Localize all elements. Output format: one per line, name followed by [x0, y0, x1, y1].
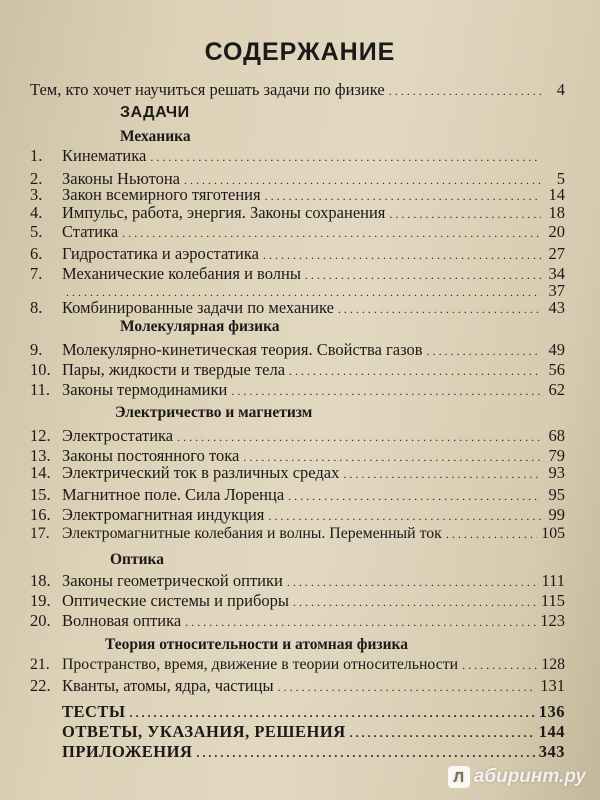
toc-page-number: 123 — [540, 611, 565, 630]
toc-backmatter-item — [62, 742, 565, 764]
toc-page-number: 111 — [541, 571, 565, 590]
section-heading: Механика — [120, 128, 191, 145]
toc-item-number: 2. — [30, 169, 43, 188]
toc-item — [30, 222, 565, 244]
toc-page-number: 128 — [541, 656, 565, 673]
dot-leader — [196, 742, 534, 762]
toc-label: Магнитное поле. Сила Лоренца — [62, 485, 285, 504]
toc-label: Законы термодинамики — [62, 380, 228, 399]
dot-leader — [265, 185, 541, 205]
toc-item-number: 20. — [30, 611, 51, 630]
toc-item — [30, 505, 565, 527]
toc-label: ПРИЛОЖЕНИЯ — [62, 742, 193, 761]
toc-label: ТЕСТЫ — [62, 702, 126, 721]
toc-item — [30, 611, 565, 633]
dot-leader — [278, 676, 537, 696]
toc-item — [30, 463, 565, 485]
toc-item — [30, 360, 565, 382]
toc-page-number: 56 — [548, 360, 565, 379]
toc-label: Механические колебания и волны — [62, 264, 301, 283]
toc-intro-row — [30, 80, 565, 102]
dot-leader — [350, 722, 535, 742]
dot-leader — [263, 244, 541, 264]
toc-item — [30, 591, 565, 613]
dot-leader — [427, 340, 541, 360]
toc-label: Комбинированные задачи по механике — [62, 298, 334, 317]
toc-page-number: 68 — [548, 426, 565, 445]
toc-item-number: 8. — [30, 298, 43, 317]
toc-page-number: 136 — [538, 702, 565, 721]
dot-leader — [343, 463, 541, 483]
toc-label: Кванты, атомы, ядра, частицы — [62, 676, 274, 695]
watermark — [448, 766, 586, 788]
dot-leader — [389, 203, 541, 223]
toc-item — [30, 525, 565, 547]
dot-leader — [289, 360, 541, 380]
toc-item — [30, 298, 565, 320]
toc-item-number: 4. — [30, 203, 43, 222]
watermark-text: абиринт.ру — [473, 766, 586, 787]
toc-item-number: 21. — [30, 656, 50, 673]
dot-leader — [446, 525, 537, 543]
toc-page-number: 37 — [548, 281, 565, 300]
toc-item-number: 10. — [30, 360, 51, 379]
toc-page-number: 14 — [548, 185, 565, 204]
dot-leader — [287, 571, 538, 591]
toc-page-number: 5 — [556, 169, 565, 188]
toc-backmatter-item — [62, 722, 565, 744]
toc-label: Пары, жидкости и твердые тела — [62, 360, 286, 379]
toc-backmatter-item — [62, 702, 565, 724]
toc-label: Электромагнитные колебания и волны. Переменный ток — [62, 525, 442, 542]
dot-leader — [293, 591, 537, 611]
toc-item-number: 6. — [30, 244, 43, 263]
toc-item-number: 3. — [30, 185, 43, 204]
labirint-logo-icon: Л — [448, 766, 470, 788]
toc-item — [30, 244, 565, 266]
toc-item-number: 15. — [30, 485, 51, 504]
toc-item-number: 5. — [30, 222, 43, 241]
toc-page-number: 99 — [548, 505, 565, 524]
toc-label: Закон всемирного тяготения — [62, 185, 261, 204]
toc-page-number: 343 — [538, 742, 565, 761]
toc-item-number: 22. — [30, 676, 51, 695]
toc-item — [30, 380, 565, 402]
toc-label: Электромагнитная индукция — [62, 505, 265, 524]
toc-item — [30, 426, 565, 448]
toc-page-number: 95 — [548, 485, 565, 504]
toc-item-number: 13. — [30, 446, 51, 465]
toc-item — [30, 676, 565, 698]
toc-item-number: 7. — [30, 264, 43, 283]
toc-label: Законы геометрической оптики — [62, 571, 283, 590]
dot-leader — [185, 611, 536, 631]
toc-page-number: 43 — [548, 298, 565, 317]
section-heading: Электричество и магнетизм — [115, 404, 313, 421]
toc-item-number: 16. — [30, 505, 51, 524]
toc-item-number: 9. — [30, 340, 43, 359]
toc-label: Оптические системы и приборы — [62, 591, 289, 610]
dot-leader — [231, 380, 541, 400]
toc-item-number: 1. — [30, 146, 43, 165]
dot-leader — [338, 298, 541, 318]
toc-item-number: 11. — [30, 380, 51, 399]
toc-label: ОТВЕТЫ, УКАЗАНИЯ, РЕШЕНИЯ — [62, 722, 346, 741]
toc-item — [30, 340, 565, 362]
toc-label: Электростатика — [62, 426, 174, 445]
toc-label: Волновая оптика — [62, 611, 182, 630]
toc-page-number: 27 — [548, 244, 565, 263]
toc-page-number: 131 — [540, 676, 565, 695]
page-title: СОДЕРЖАНИЕ — [204, 38, 396, 66]
toc-label: Импульс, работа, энергия. Законы сохранения — [62, 203, 386, 222]
dot-leader — [122, 222, 541, 242]
dot-leader — [462, 656, 537, 674]
dot-leader — [150, 146, 541, 166]
toc-item — [30, 656, 565, 678]
section-heading: Оптика — [110, 551, 164, 568]
section-heading: Теория относительности и атомная физика — [105, 636, 408, 653]
toc-page-number: 18 — [548, 203, 565, 222]
toc-label: Кинематика — [62, 146, 147, 165]
toc-item — [30, 571, 565, 593]
toc-page-number: 4 — [556, 80, 565, 99]
toc-item-number: 19. — [30, 591, 51, 610]
toc-page-number: 115 — [540, 591, 565, 610]
toc-label: Статика — [62, 222, 119, 241]
toc-item-number: 18. — [30, 571, 51, 590]
dot-leader — [268, 505, 541, 525]
toc-page-number: 20 — [548, 222, 565, 241]
toc-page-number: 79 — [548, 446, 565, 465]
toc-page-number: 49 — [548, 340, 565, 359]
toc-item-number: 12. — [30, 426, 51, 445]
toc-page-number: 105 — [541, 525, 565, 542]
toc-label: Электрический ток в различных средах — [62, 463, 340, 482]
section-heading: Молекулярная физика — [120, 318, 280, 335]
toc-page-number: 34 — [548, 264, 565, 283]
part-title: ЗАДАЧИ — [120, 104, 190, 121]
toc-page-number: 62 — [548, 380, 565, 399]
toc-page-number: 144 — [538, 722, 565, 741]
toc-item — [30, 146, 565, 168]
toc-label: Законы постоянного тока — [62, 446, 240, 465]
dot-leader — [177, 426, 541, 446]
toc-label: Пространство, время, движение в теории относительности — [62, 656, 459, 673]
toc-page-number: 93 — [548, 463, 565, 482]
toc-label: Законы Ньютона — [62, 169, 181, 188]
dot-leader — [389, 80, 541, 100]
toc-label: Гидростатика и аэростатика — [62, 244, 259, 263]
toc-label: Молекулярно-кинетическая теория. Свойства газов — [62, 340, 423, 359]
toc-label: Тем, кто хочет научиться решать задачи по физике — [30, 80, 385, 99]
dot-leader — [130, 702, 535, 722]
toc-item — [30, 485, 565, 507]
dot-leader — [288, 485, 541, 505]
toc-item-number: 14. — [30, 463, 51, 482]
toc-item-number: 17. — [30, 525, 50, 542]
